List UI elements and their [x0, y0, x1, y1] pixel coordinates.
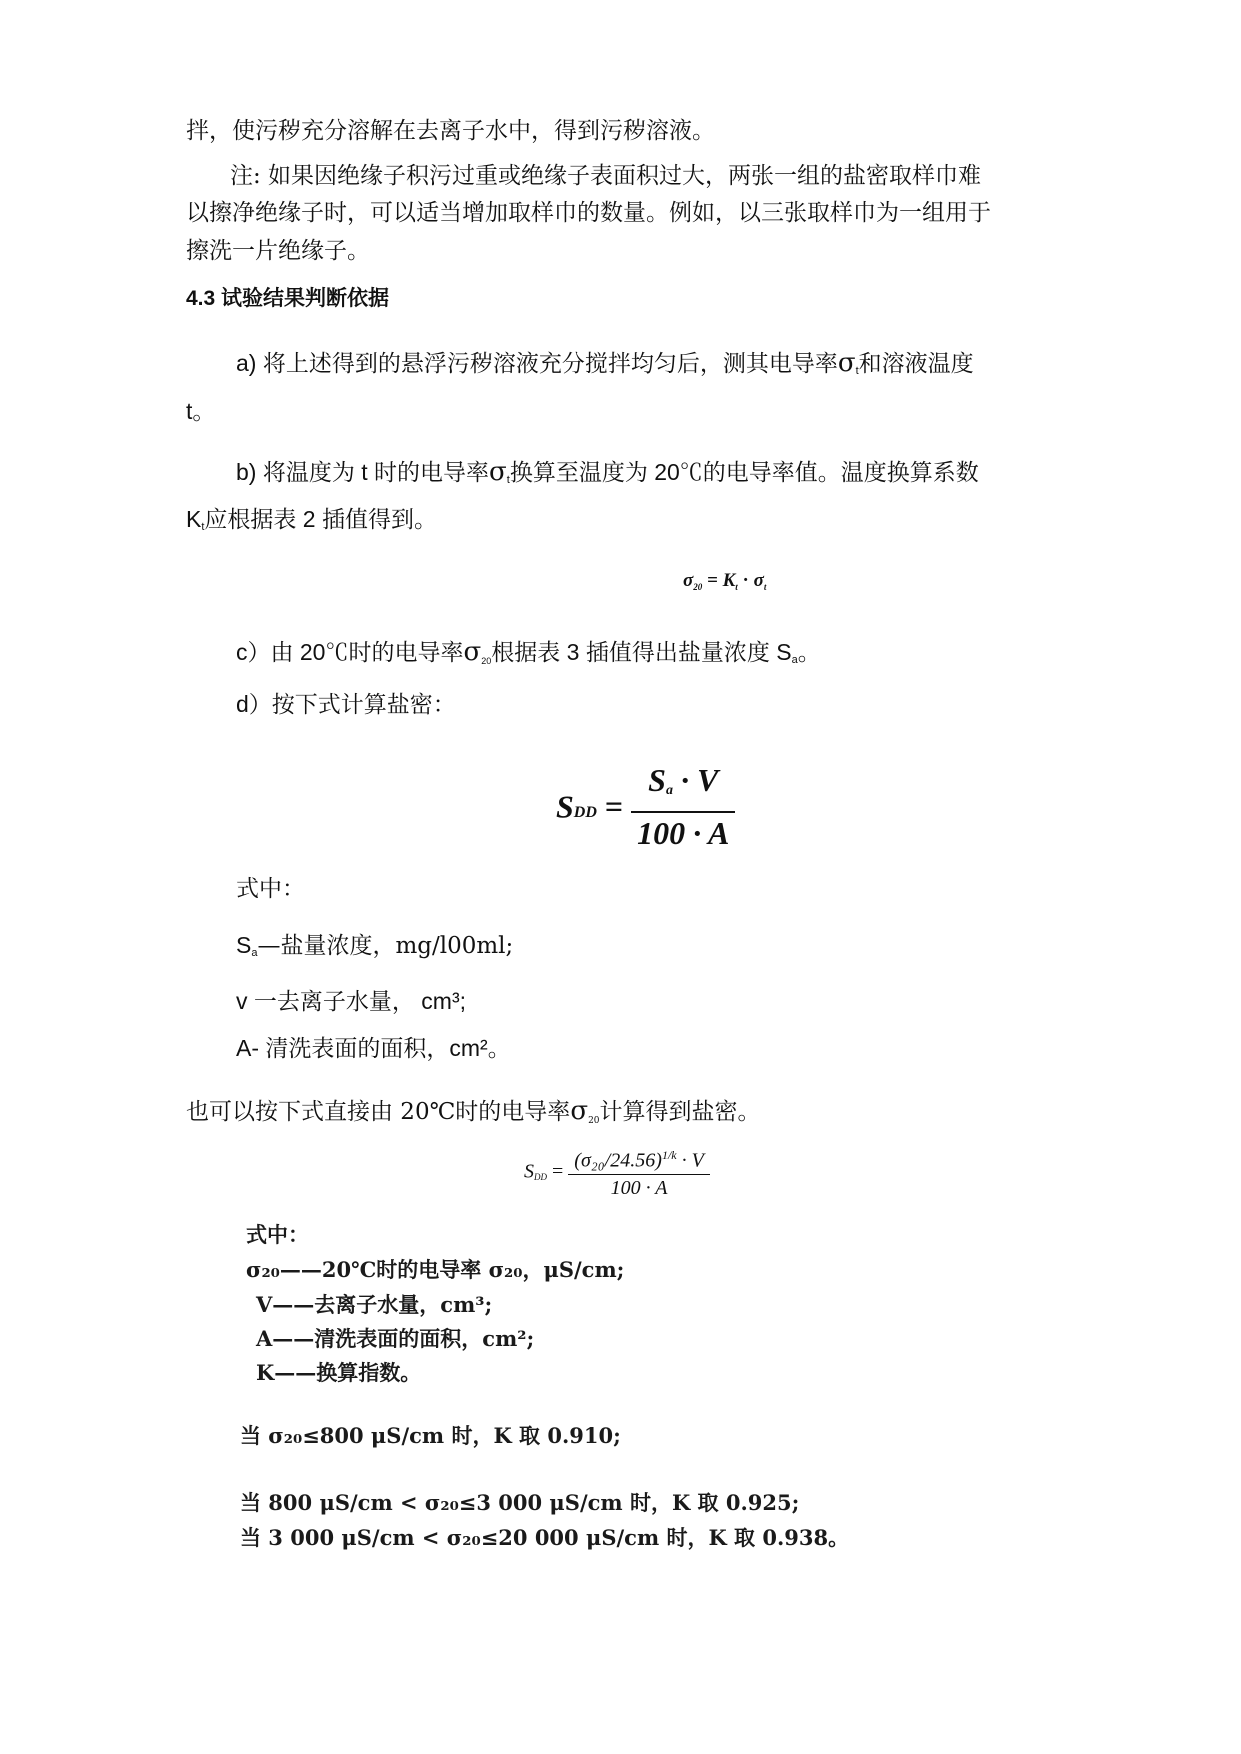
eq3-denominator: 100 · A — [568, 1174, 710, 1201]
eq2-denominator: 100 · A — [631, 811, 735, 853]
item-a-line-2: t。 — [186, 398, 216, 424]
sigma-subscript: t — [855, 365, 859, 377]
alt-formula-intro — [186, 1096, 761, 1136]
eq3-equals: = — [552, 1160, 564, 1183]
def-sa — [236, 930, 513, 968]
sigma-subscript: 20 — [588, 1116, 600, 1126]
eq2-num-s: S — [648, 762, 666, 798]
item-c-text-mid: 根据表 3 插值得出盐量浓度 S — [491, 639, 792, 665]
alt-intro-end: 计算得到盐密。 — [599, 1099, 761, 1125]
where-label-2: 式中： — [246, 1222, 309, 1247]
equation-salt-density — [556, 760, 735, 853]
eq2-num-sub: a — [665, 783, 673, 798]
eq2-numerator — [631, 760, 735, 811]
def-sigma20: σ₂₀——20℃时的电导率 σ₂₀，μS/cm; — [246, 1257, 625, 1282]
eq3-num-rest: · V — [676, 1149, 704, 1172]
eq1-sigma-t: σ — [753, 570, 764, 591]
section-heading: 4.3 试验结果判断依据 — [186, 287, 390, 310]
eq3-s: S — [524, 1160, 534, 1183]
note-line-3: 擦洗一片绝缘子。 — [186, 238, 370, 264]
def-sa-symbol: S — [236, 932, 252, 958]
item-a-line-1 — [236, 348, 974, 386]
item-c — [236, 637, 821, 676]
eq1-sigma-sub: 20 — [693, 582, 703, 592]
eq2-fraction — [631, 760, 735, 853]
eq3-s-sub: DD — [534, 1171, 547, 1182]
sigma-symbol: σ — [837, 348, 856, 378]
def-a-2: A——清洗表面的面积，cm²; — [256, 1326, 535, 1351]
eq3-num-sup: 1/k — [661, 1148, 677, 1162]
sigma-symbol: σ — [463, 637, 482, 667]
sigma-subscript: t — [506, 474, 510, 486]
eq3-fraction — [568, 1142, 710, 1201]
eq1-k-sub: t — [735, 582, 738, 592]
item-c-text-end: 。 — [797, 639, 821, 665]
condition-3: 当 3 000 μS/cm < σ₂₀≤20 000 μS/cm 时，K 取 0.938。 — [240, 1525, 850, 1550]
note-line-1: 注: 如果因绝缘子积污过重或绝缘子表面积过大，两张一组的盐密取样巾难 — [230, 163, 982, 189]
eq2-s-sub: DD — [573, 803, 597, 821]
eq2-s: S — [556, 788, 574, 825]
eq3-numerator — [568, 1142, 710, 1174]
condition-1: 当 σ₂₀≤800 μS/cm 时，K 取 0.910; — [240, 1423, 621, 1448]
def-a: A- 清洗表面的面积，cm²。 — [236, 1035, 511, 1061]
paragraph-continuation: 拌，使污秽充分溶解在去离子水中，得到污秽溶液。 — [186, 118, 715, 144]
eq2-num-rest: · V — [672, 762, 719, 798]
alt-intro-text: 也可以按下式直接由 20℃时的电导率 — [186, 1099, 571, 1125]
item-c-text: c）由 20℃时的电导率 — [236, 639, 464, 665]
eq1-equals-k: = K — [707, 570, 736, 591]
item-a-text: a) 将上述得到的悬浮污秽溶液充分搅拌均匀后，测其电导率 — [236, 350, 838, 376]
item-b-line-1 — [236, 457, 979, 495]
def-k: K——换算指数。 — [256, 1360, 422, 1385]
note-line-2: 以擦净绝缘子时，可以适当增加取样巾的数量。例如，以三张取样巾为一组用于 — [186, 200, 991, 226]
sigma-symbol: σ — [570, 1096, 589, 1126]
item-b-text: b) 将温度为 t 时的电导率 — [236, 459, 490, 485]
def-sa-text: —盐量浓度，mg/l00ml; — [257, 933, 514, 959]
eq2-equals: = — [604, 788, 624, 825]
eq3-num: (σ₂₀/24.56) — [574, 1149, 662, 1172]
item-b-line-2 — [186, 504, 437, 542]
sigma-subscript: 20 — [481, 656, 492, 666]
k-symbol: K — [186, 506, 202, 532]
k-subscript: t — [201, 521, 205, 533]
def-v: v 一去离子水量， cm³; — [236, 988, 466, 1014]
equation-direct-salt-density — [524, 1142, 710, 1201]
sa-subscript: a — [791, 654, 798, 666]
def-sa-sub: a — [251, 947, 258, 959]
eq1-sigma-t-sub: t — [763, 582, 767, 592]
item-b-text-end-2: 应根据表 2 插值得到。 — [204, 506, 437, 532]
equation-temperature-conversion — [683, 570, 766, 592]
item-b-text-end: 换算至温度为 20℃的电导率值。温度换算系数 — [509, 459, 979, 485]
eq1-sigma: σ — [683, 570, 694, 591]
item-d: d）按下式计算盐密： — [236, 691, 456, 717]
def-v-2: V——去离子水量，cm³; — [256, 1292, 493, 1317]
condition-2: 当 800 μS/cm < σ₂₀≤3 000 μS/cm 时，K 取 0.925; — [240, 1490, 800, 1515]
item-a-text-end: 和溶液温度 — [858, 350, 974, 376]
where-label: 式中： — [236, 876, 305, 902]
sigma-symbol: σ — [489, 457, 507, 487]
eq1-dot: · — [742, 570, 749, 591]
